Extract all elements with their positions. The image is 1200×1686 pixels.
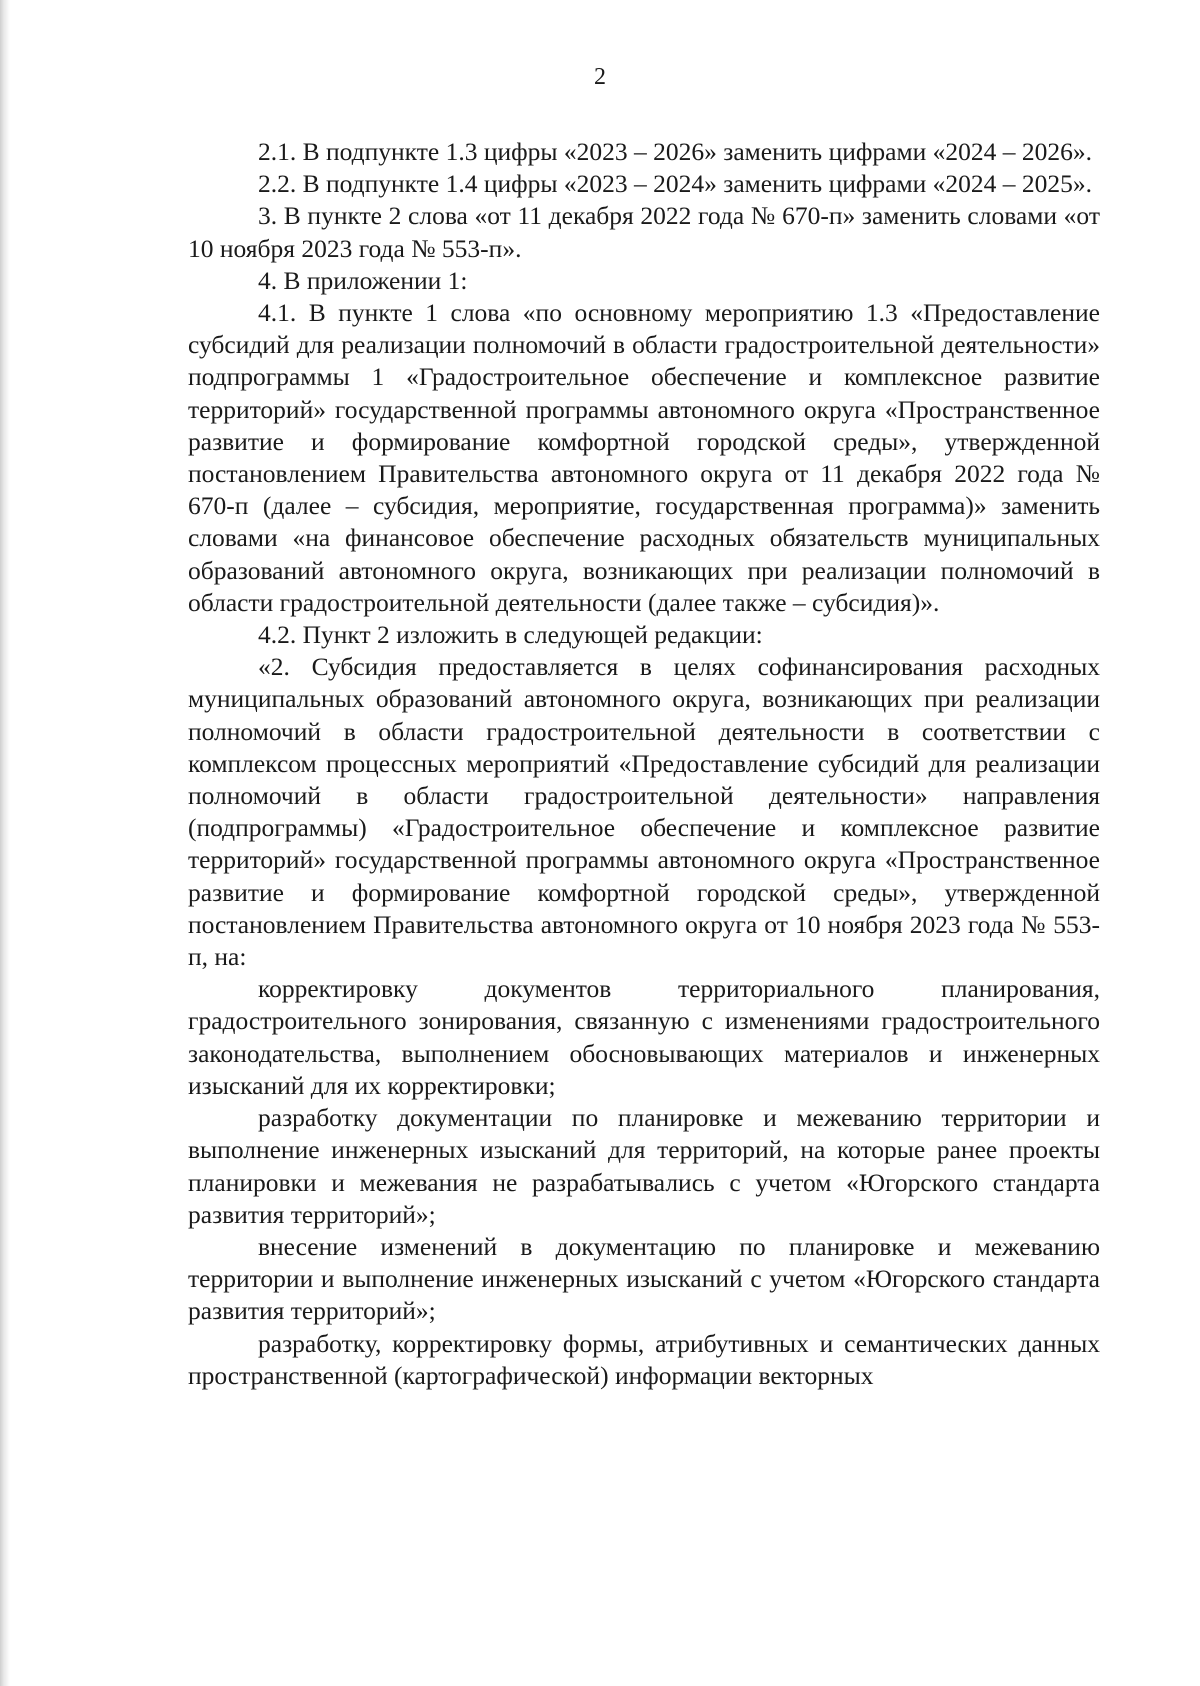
paragraph-list-item-4: разработку, корректировку формы, атрибутивных и семантических данных пространственной (картографической) информации векторных: [188, 1328, 1100, 1390]
scan-edge-shadow: [0, 0, 10, 1686]
paragraph-2-1: 2.1. В подпункте 1.3 цифры «2023 – 2026» заменить цифрами «2024 – 2026».: [258, 137, 1092, 166]
page-number: 2: [594, 64, 606, 90]
paragraph-4: 4. В приложении 1:: [258, 265, 468, 295]
paragraph-4-1: 4.1. В пункте 1 слова «по основному мероприятию 1.3 «Предоставление субсидий для реализации полномочий в области градостроительной деятельности» подпрограммы 1 «Градостроительное обеспечение и комплексное развитие территорий» государственной программы автономного округа «Пространственное развитие и формирование комфортной городской среды», утвержденной постановлением Правительства автономного округа от 11 декабря 2022 года № 670-п (далее – субсидия, мероприятие, государственная программа)» заменить словами «на финансовое обеспечение расходных обязательств муниципальных образований автономного округа, возникающих при реализации полномочий в области градостроительной деятельности (далее также – субсидия)».: [188, 298, 1100, 617]
paragraph-list-item-3: внесение изменений в документацию по планировке и межеванию территории и выполнение инженерных изысканий с учетом «Югорского стандарта развития территорий»;: [188, 1231, 1100, 1326]
paragraph-2-2: 2.2. В подпункте 1.4 цифры «2023 – 2024» заменить цифрами «2024 – 2025».: [258, 169, 1092, 199]
paragraph-list-item-2: разработку документации по планировке и межеванию территории и выполнение инженерных изысканий для территорий, на которые ранее проекты планировки и межевания не разрабатывались с учетом «Югорского стандарта развития территорий»;: [188, 1103, 1100, 1229]
paragraph-3: 3. В пункте 2 слова «от 11 декабря 2022 года № 670-п» заменить словами «от 10 ноября 2023 года № 553-п».: [188, 201, 1100, 263]
paragraph-4-2: 4.2. Пункт 2 изложить в следующей редакции:: [258, 620, 763, 650]
paragraph-item-2: «2. Субсидия предоставляется в целях софинансирования расходных муниципальных образований автономного округа, возникающих при реализации полномочий в области градостроительной деятельности в соответствии с комплексом процессных мероприятий «Предоставление субсидий для реализации полномочий в области градостроительной деятельности» направления (подпрограммы) «Градостроительное обеспечение и комплексное развитие территорий» государственной программы автономного округа «Пространственное развитие и формирование комфортной городской среды», утвержденной постановлением Правительства автономного округа от 10 ноября 2023 года № 553-п, на:: [188, 652, 1100, 972]
paragraph-list-item-1: корректировку документов территориального планирования, градостроительного зонирования, связанную с изменениями градостроительного законодательства, выполнением обосновывающих материалов и инженерных изысканий для их корректировки;: [188, 974, 1100, 1100]
document-body: [188, 136, 1100, 1392]
